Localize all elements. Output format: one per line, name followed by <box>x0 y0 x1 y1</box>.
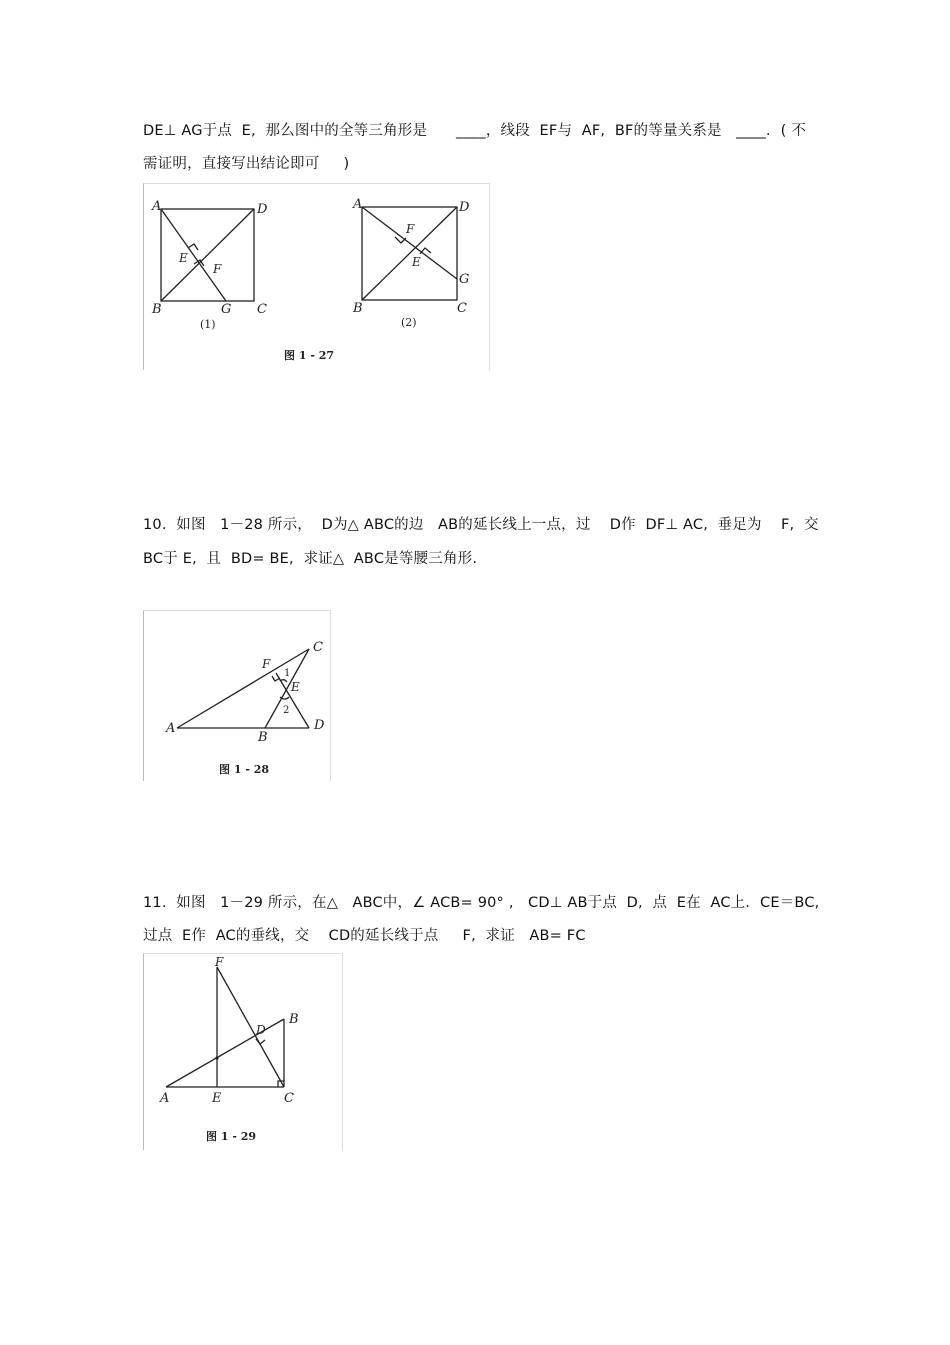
fig29-label-e: E <box>212 1091 222 1106</box>
fig29-intersection-dot <box>215 1056 218 1059</box>
fig27-2-label-a: A <box>353 197 363 212</box>
fig27-1-label-e: E <box>179 251 188 265</box>
fig27-sub1: (1) <box>200 318 216 331</box>
fig29-label-a: A <box>160 1091 170 1106</box>
fig28-label-e: E <box>291 680 300 694</box>
fig28-label-c: C <box>313 640 323 655</box>
fig27-2-label-f: F <box>406 222 415 236</box>
fig27-2-label-e: E <box>412 255 421 269</box>
fig27-2-label-d: D <box>459 200 470 215</box>
figure-1-28 <box>143 610 331 781</box>
q11-text-line2: 过点 E作 AC的垂线，交 CD的延长线于点 F, 求证 AB= FC <box>143 928 586 944</box>
fig28-label-b: B <box>258 730 268 745</box>
q10-text-line1: 10. 如图 1－28 所示， D为△ ABC的边 AB的延长线上一点，过 D作 DF⊥ AC, 垂足为 F, 交 <box>143 517 819 533</box>
fig28-label-f: F <box>262 657 271 671</box>
fig29-label-b: B <box>289 1012 299 1027</box>
figure-1-29-diagram <box>144 954 342 1150</box>
fig29-label-f: F <box>215 955 224 969</box>
fig27-1-label-c: C <box>257 302 267 317</box>
fig28-caption: 图 1 - 28 <box>219 763 270 776</box>
q11-text-line1: 11. 如图 1－29 所示，在△ ABC中，∠ ACB= 90° , CD⊥ AB于点 D, 点 E在 AC上．CE＝BC, <box>143 895 820 911</box>
fig27-2-label-c: C <box>457 301 467 316</box>
figure-1-29 <box>143 953 343 1150</box>
q9-text-line2: 需证明，直接写出结论即可 ) <box>143 156 350 172</box>
fig27-1-label-a: A <box>152 199 162 214</box>
figure-1-28-diagram <box>144 611 330 781</box>
fig28-label-a: A <box>166 721 176 736</box>
q10-text-line2: BC于 E, 且 BD= BE, 求证△ ABC是等腰三角形. <box>143 551 478 567</box>
figure-1-27-diagram <box>144 184 489 370</box>
fig27-sub2: (2) <box>401 316 417 329</box>
fig27-2-label-b: B <box>353 301 363 316</box>
fig27-1-label-f: F <box>213 262 222 276</box>
fig29-caption: 图 1 - 29 <box>206 1130 257 1143</box>
figure-1-27 <box>143 183 490 370</box>
q9-text-line1: DE⊥ AG于点 E, 那么图中的全等三角形是 ____，线段 EF与 AF, BF的等量关系是 ____．( 不 <box>143 123 807 139</box>
fig28-label-angle1: 1 <box>284 668 291 679</box>
fig27-1-label-g: G <box>221 302 232 317</box>
fig29-label-d: D <box>256 1023 266 1037</box>
fig28-label-angle2: 2 <box>283 705 290 716</box>
fig27-caption: 图 1 - 27 <box>284 349 335 362</box>
fig28-label-d: D <box>314 718 325 733</box>
fig29-label-c: C <box>284 1091 294 1106</box>
fig27-2-label-g: G <box>459 272 470 287</box>
fig27-1-label-d: D <box>257 202 268 217</box>
fig27-1-label-b: B <box>152 302 162 317</box>
